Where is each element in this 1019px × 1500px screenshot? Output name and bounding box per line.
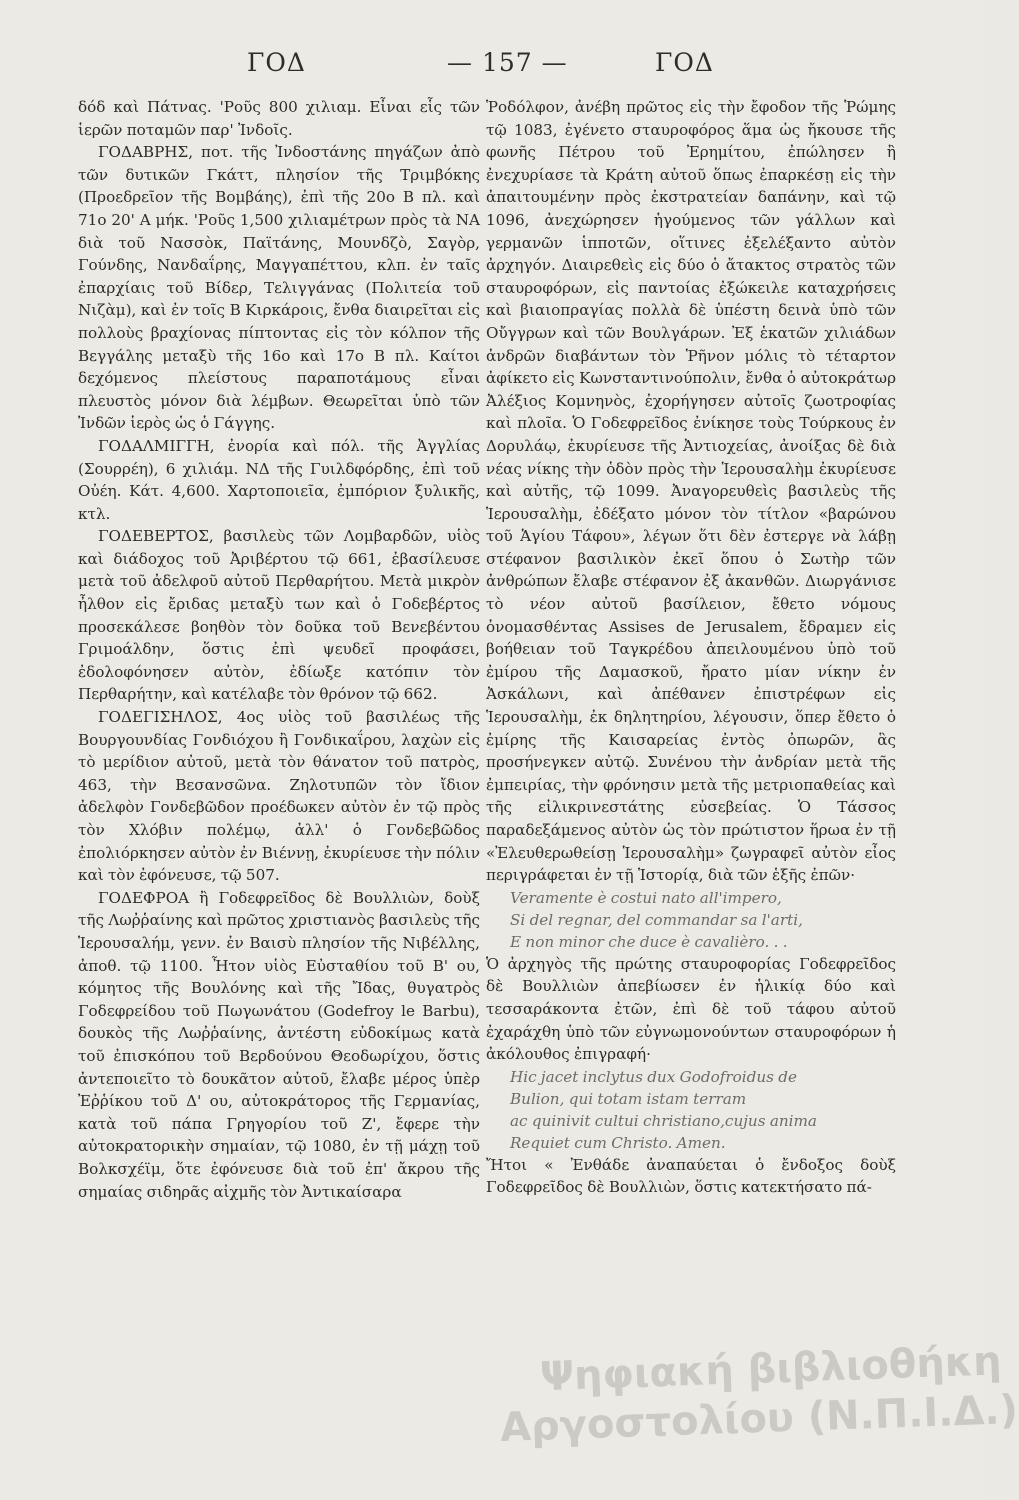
verse-line: Si del regnar, del commandar sa l'arti, [510, 910, 803, 929]
header-right-keyword: ΓΟΔ [655, 48, 714, 77]
latin-epitaph [486, 1066, 896, 1154]
verse-line: E non minor che duce è cavalièro. . . [510, 932, 788, 951]
verse-line: Veramente è costui nato all'impero, [510, 888, 782, 907]
entry-godebert: ΓΟΔΕΒΕΡΤΟΣ, βασιλεὺς τῶν Λομβαρδῶν, υἱὸς καὶ διάδοχος τοῦ Ἀριβέρτου τῷ 661, ἐβασίλευσε μετὰ τοῦ ἀδελφοῦ αὐτοῦ Περθαρήτου. Μετὰ μικρὸν ἦλθον εἰς ἔριδας μεταξὺ των καὶ ὁ Γοδεβέρτος προσεκάλεσε βοηθὸν τὸν δοῦκα τοῦ Βενεβέντου Γριμοάλδην, ὅστις ἐπὶ ψευδεῖ προφάσει, ἐδολοφόνησεν αὐτὸν, ἐδίωξε κατόπιν τὸν Περθαρήτην, καὶ κατέλαβε τὸν θρόνον τῷ 662. [78, 527, 480, 704]
verse-line: Hic jacet inclytus dux Godofroidus de [510, 1067, 797, 1086]
entry-godefroy: ΓΟΔΕΦΡΟΑ ἢ Γοδεφρεῖδος δὲ Βουλλιὼν, δοὺξ τῆς Λωῤῥαίνης καὶ πρῶτος χριστιανὸς βασιλεὺς τῆς Ἱερουσαλήμ, γενν. ἐν Βαισὺ πλησίον τῆς Νιβέλλης, ἀποθ. τῷ 1100. Ἦτον υἱὸς Εὐσταθίου τοῦ Β' ου, κόμητος τῆς Βουλόνης καὶ τῆς Ἴδας, θυγατρὸς Γοδεφρείδου τοῦ Πωγωνάτου (Godefroy le Barbu), δουκὸς τῆς Λωῤῥαίνης, ἀντέστη εὐδοκίμως κατὰ τοῦ ἐπισκόπου τοῦ Βερδούνου Θεοδωρίχου, ὅστις ἀντεποιεῖτο τὸ δουκᾶτον αὐτοῦ, ἔλαβε μέρος ὑπὲρ Ἐῤῥίκου τοῦ Δ' ου, αὐτοκράτορος τῆς Γερμανίας, κατὰ τοῦ πάπα Γρηγορίου τοῦ Ζ', ἔφερε τὴν αὐτοκρατορικὴν σημαίαν, τῷ 1080, ἐν τῇ μάχῃ τοῦ Βολκσχέϊμ, ὅτε ἐφόνευσε διὰ τοῦ ἐπ' ἄκρου τῆς σημαίας σιδηρᾶς αἰχμῆς τὸν Ἀντικαίσαρα [78, 888, 480, 1201]
watermark-line: Αργοστολίου (Ν.Π.Ι.Δ.) [499, 1386, 1019, 1452]
entry-godegisel: ΓΟΔΕΓΙΣΗΛΟΣ, 4ος υἱὸς τοῦ βασιλέως τῆς Βουργουνδίας Γονδιόχου ἢ Γονδικαΐρου, λαχὼν εἰς τὸ μερίδιον αὐτοῦ, μετὰ τὸν θάνατον τοῦ πατρὸς, 463, τὴν Βεσανσῶνα. Ζηλοτυπῶν τὸν ἴδιον ἀδελφὸν Γονδεβῶδον προέδωκεν αὐτὸν ἐν τῷ πρὸς τὸν Χλόβιν πολέμῳ, ἀλλ' ὁ Γονδεβῶδος ἐπολιόρκησεν αὐτὸν ἐν Βιέννῃ, ἐκυρίευσε τὴν πόλιν καὶ τὸν ἐφόνευσε, τῷ 507. [78, 708, 480, 885]
watermark-line: Ψηφιακή βιβλιοθήκη [539, 1338, 1003, 1401]
header-left-keyword: ΓΟΔ [247, 48, 306, 77]
verse-line: Requiet cum Christo. Amen. [510, 1133, 726, 1152]
page-header [75, 48, 910, 88]
entry-godavari: ΓΟΔΑΒΡΗΣ, ποτ. τῆς Ἰνδοστάνης πηγάζων ἀπὸ τῶν δυτικῶν Γκάττ, πλησίον τῆς Τριμβόκης (Προεδρεῖον τῆς Βομβάης), ἐπὶ τῆς 20ο Β πλ. καὶ 71ο 20' Α μήκ. 'Ροῦς 1,500 χιλιαμέτρων πρὸς τὰ ΝΑ διὰ τοῦ Νασσὸκ, Παϊτάνης, Μουνδζὸ, Σαγὸρ, Γούνδης, Νανδαΐρης, Μαγγαπέττου, κλπ. ἐν ταῖς ἐπαρχίαις τοῦ Βίδερ, Τελιγγάνας (Πολιτεία τοῦ Νιζὰμ), καὶ ἐν τοῖς Β Κιρκάροις, ἔνθα διαιρεῖται εἰς πολλοὺς βραχίονας πίπτοντας εἰς τὸν κόλπον τῆς Βεγγάλης μεταξὺ τῆς 16ο καὶ 17ο Β πλ. Καίτοι δεχόμενος πλείστους παραποτάμους εἶναι πλευστὸς μόνον διὰ λέμβων. Θεωρεῖται ὑπὸ τῶν Ἰνδῶν ἱερὸς ὡς ὁ Γάγγης. [78, 143, 480, 433]
verse-line: Bulion, qui totam istam terram [510, 1089, 747, 1108]
epitaph-translation: Ἤτοι « Ἐνθάδε ἀναπαύεται ὁ ἔνδοξος δοὺξ Γοδεφρεῖδος δὲ Βουλλιὼν, ὅστις κατεκτήσατο πά- [486, 1155, 896, 1197]
page-number: — 157 — [447, 48, 568, 77]
verse-line: ac quinivit cultui christiano,cujus anima [510, 1111, 817, 1130]
entry-godalming: ΓΟΔΑΛΜΙΓΓΗ, ἐνορία καὶ πόλ. τῆς Ἀγγλίας (Σουρρέη), 6 χιλιάμ. ΝΔ τῆς Γυιλδφόρδης, ἐπὶ τοῦ Οὐέη. Κάτ. 4,600. Χαρτοποιεῖα, ἐμπόριον ξυλικῆς, κτλ. [78, 436, 480, 523]
left-column [78, 96, 480, 1203]
entry-godefroy-continued: Ῥοδόλφον, ἀνέβη πρῶτος εἰς τὴν ἔφοδον τῆς Ῥώμης τῷ 1083, ἐγένετο σταυροφόρος ἅμα ὡς ἤκουσε τῆς φωνῆς Πέτρου τοῦ Ἐρημίτου, ἐπώλησεν ἢ ἐνεχυρίασε τὰ Κράτη αὐτοῦ ὅπως ἐπαρκέσῃ εἰς τὴν ἀπαιτουμένην πρὸς ἐκστρατείαν δαπάνην, καὶ τῷ 1096, ἀνεχώρησεν ἡγούμενος τῶν γάλλων καὶ γερμανῶν ἱπποτῶν, οἵτινες ἐξελέξαντο αὐτὸν ἀρχηγόν. Διαιρεθεὶς εἰς δύο ὁ ἄτακτος στρατὸς τῶν σταυροφόρων, εἰς παντοίας ἐξώκειλε καταχρήσεις καὶ βιαιοπραγίας πολλὰ δὲ ὑπέστη δεινὰ ὑπὸ τῶν Οὔγγρων καὶ τῶν Βουλγάρων. Ἐξ ἑκατῶν χιλιάδων ἀνδρῶν διαβάντων τὸν Ῥῆνον μόλις τὸ τέταρτον ἀφίκετο εἰς Κωνσταντινούπολιν, ἔνθα ὁ αὐτοκράτωρ Ἀλέξιος Κομνηνὸς, ἐχορήγησεν αὐτοῖς ζωοτροφίας καὶ πλοῖα. Ὁ Γοδεφρεῖδος ἐνίκησε τοὺς Τούρκους ἐν Δορυλάῳ, ἐκυρίευσε τῆς Ἀντιοχείας, ἀνοίξας δὲ διὰ νέας νίκης τὴν ὁδὸν πρὸς τὴν Ἱερουσαλὴμ ἐκυρίευσε καὶ αὐτῆς, τῷ 1099. Ἀναγορευθεὶς βασιλεὺς τῆς Ἱερουσαλὴμ, ἐδέξατο μόνον τὸν τίτλον «βαρώνου τοῦ Ἁγίου Τάφου», λέγων ὅτι δὲν ἐστεργε νὰ λάβῃ στέφανον βασιλικὸν ἐκεῖ ὅπου ὁ Σωτὴρ τῶν ἀνθρώπων ἔλαβε στέφανον ἐξ ἀκανθῶν. Διωργάνισε τὸ νέον αὐτοῦ βασίλειον, ἔθετο νόμους ὀνομασθέντας Assises de Jerusalem, ἔδραμεν εἰς βοήθειαν τοῦ Ταγκρέδου ἀπειλουμένου ὑπὸ τοῦ ἐμίρου τῆς Δαμασκοῦ, ἤρατο μίαν νίκην ἐν Ἀσκάλωνι, καὶ ἀπέθανεν ἐπιστρέφων εἰς Ἱερουσαλὴμ, ἐκ δηλητηρίου, λέγουσιν, ὅπερ ἔθετο ὁ ἐμίρης τῆς Καισαρείας ἐντὸς ὀπωρῶν, ἃς προσήνεγκεν αὐτῷ. Συνένου τὴν ἀνδρίαν μετὰ τῆς ἐμπειρίας, τὴν φρόνησιν μετὰ τῆς μετριοπαθείας καὶ τῆς εἰλικρινεστάτης εὐσεβείας. Ὁ Τάσσος παραδεξάμενος αὐτὸν ὡς τὸν πρώτιστον ἥρωα ἐν τῇ «Ἐλευθερωθείσῃ Ἱερουσαλὴμ» ζωγραφεῖ αὐτὸν εἶος περιγράφεται ἐν τῇ Ἱστορίᾳ, διὰ τῶν ἑξῆς ἐπῶν· [486, 98, 896, 885]
italian-verse [486, 887, 896, 953]
epitaph-intro: Ὁ ἀρχηγὸς τῆς πρώτης σταυροφορίας Γοδεφρεῖδος δὲ Βουλλιὼν ἀπεβίωσεν ἐν ἡλικίᾳ δύο καὶ τεσσαράκοντα ἐτῶν, ἐπὶ δὲ τοῦ τάφου αὐτοῦ ἐχαράχθη ὑπὸ τῶν εὐγνωμονούντων σταυροφόρων ἡ ἀκόλουθος ἐπιγραφή· [486, 954, 896, 1064]
right-column [486, 96, 896, 1199]
entry-continuation: δόδ καὶ Πάτνας. 'Ροῦς 800 χιλιαμ. Εἶναι εἷς τῶν ἱερῶν ποταμῶν παρ' Ἰνδοῖς. [78, 98, 480, 139]
library-watermark [499, 1338, 1019, 1485]
